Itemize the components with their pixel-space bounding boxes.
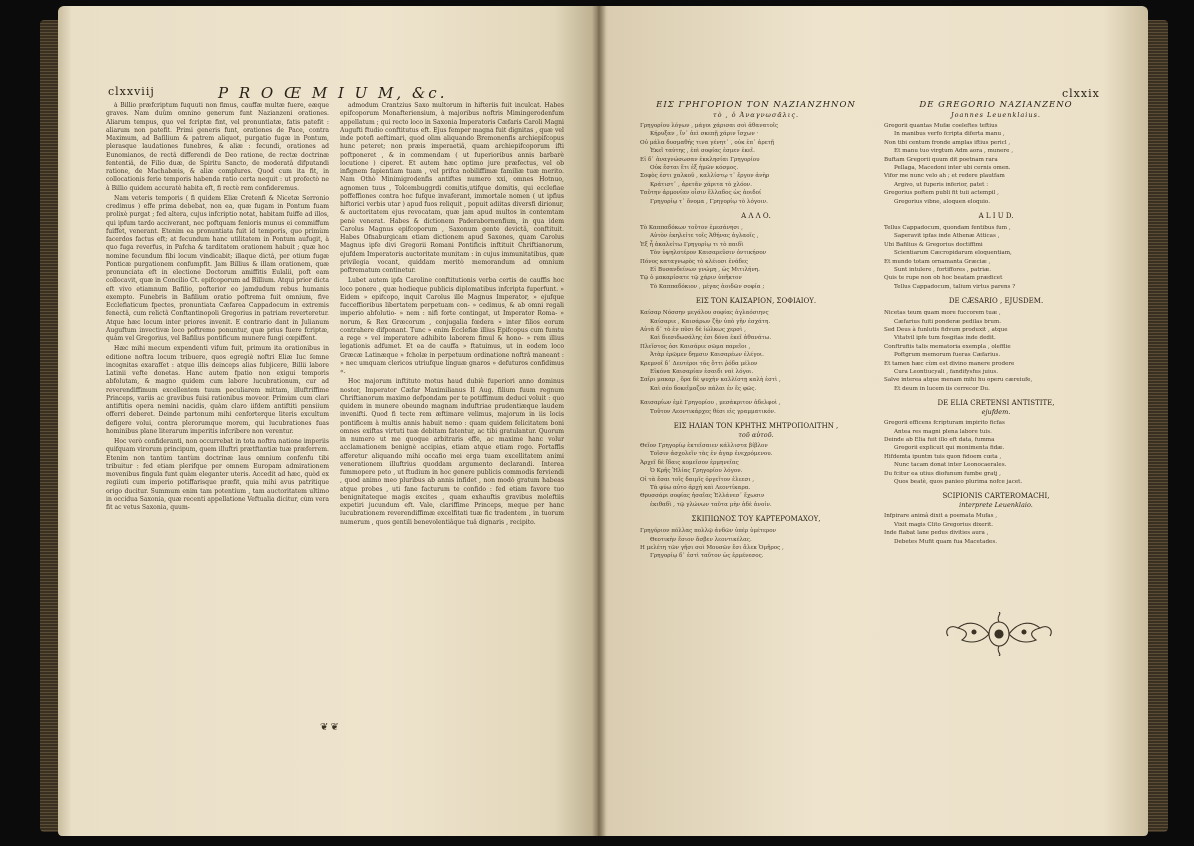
heading-text: ΕΙΣ ΤΟΝ ΚΑΙΣΑΡΙΟΝ, ΣΟΦΙΑΙΟΥ. <box>695 297 817 306</box>
verse-line: Buftam Gregorii quum dit poetnam rara <box>884 156 998 163</box>
verse-line: Ἀτὰρ ἐρῶμεν δημσιν Καισαρέων ἐλέγοι. <box>650 352 764 359</box>
verse-line: Εἰ Βυσανδείνων γνώμη , ὡς Μιτιλήνη. <box>650 267 760 274</box>
verse-line: Vitatvil ipfe tum fosgitas inde dedit. <box>894 335 996 342</box>
verse-line: Σοφὸς ἐστι χαλκοῦ , καλλίστῳ τ᾿ ἔργον ἀνὴρ <box>640 173 770 180</box>
verse-line: Ἐξ ἧ ἀκαλείτω Γρηγορίῳ τι τὸ παιδὶ <box>640 241 744 248</box>
verse-line: Γρηγόριον πόλλας πολλῷ ἀνδῶν ὑπὲρ ὑμέτερον <box>640 528 776 535</box>
heading-subtitle: τὸ , ὁ Ἀναγνωσᾶλις. <box>712 111 800 119</box>
heading-subtitle: interprete Leuenklaio. <box>959 501 1033 510</box>
verse-line: Καὶ σέο δοκεῖμαζον πάλαι ἐν ἔς φῶς. <box>650 385 757 392</box>
verse-line: Γρηγορίῳ δ᾿ ἐστὶ ταῦτον ὡς ἐρμένεσος. <box>650 553 764 560</box>
verse-block <box>884 122 1108 206</box>
left-folio: clxxviij <box>108 85 155 98</box>
heading-text: ΕΙΣ ΓΡΗΓΟΡΙΟΝ ΤΟΝ ΝΑΖΙΑΝΖΗΝΟΝ <box>656 100 856 110</box>
verse-line: Quos beatè, quos panieo plurima nofce jacet. <box>894 479 1023 486</box>
paragraph: Hæc mihi mecum expendenti vifum fuit, primum ita orationibus in editione noftra locum tribuere, quos egregiè noftri Eliæ Iuc ſemne incognitas exarafſet : atque illis deinceps alias fubjicere, Billii labore Latinii vefte donetas. Hanc autem fpatio non exigui temporis abfolutam, & magno quidem cum labore lucubrationum, cur ad reverendiffimum excellentem tuum peculiarem mittam, illuftriffime Princeps, variis ac gravibus fuisi rationibus moveor. Primùm cum clari antiftitis opera nemini nacidis, quàm claro iifdem antiftiti pensiium offerri deberet. Deinde partonum mihi cenforterque literis excultum defigere volui, contra plerorumque morem, qui lucubrationes fuas hominibus plane literarum imperitis infcribere non verentur. <box>106 345 329 435</box>
heading-text: A L I U D. <box>978 212 1014 220</box>
verse-line: Tellus Cappadocum, quondam fentibus fum , <box>884 225 1011 231</box>
verse-line: Nunc tacam donat inter Leonocaerales. <box>894 462 1007 469</box>
heading-subtitle: Joannes Leuenklaius. <box>951 111 1041 119</box>
verse-line: Infpirare animâ dixit a poemata Mufas , <box>884 513 998 520</box>
verse-line: Tellus Cappadocum, talium virtus parens ? <box>894 283 1016 290</box>
heading-text: ΕΙΣ ΗΛΙΑΝ ΤΟΝ ΚΡΗΤΗΣ ΜΗΤΡΟΠΟΛΙΤΗΝ , <box>673 422 839 430</box>
verse-line: Καισαρίων ἐμὲ Γρηγορίου , μεσάκριτον ἀδελφοὶ , <box>640 400 781 407</box>
verse-line: Cæfarius fuiti ponderæ pedilas brum. <box>894 318 1002 325</box>
verse-line: Sed Deus à funlutis fidvum produxit , atque <box>884 327 1008 333</box>
verse-line: Γρηγορίου λόγων , μάγοι χάρισαι σοὶ ἀθανατοῖς <box>640 123 779 129</box>
heading-text: DE CÆSARIO , EJUSDEM. <box>948 297 1044 306</box>
verse-line: Η μελέτη τῶν γῆσι σοὶ Μουσῶν ἔσι ἄλεκ Ὁμῆρος , <box>640 545 784 551</box>
poem-heading <box>640 100 872 119</box>
verse-line: Ὁ Κρῆς Ἠλίας Γρηγορίου λόγον. <box>650 468 743 475</box>
paragraph: Lubet autem ipfa Caroline conftitutionis verba certis de cauffis hoc loco ponere , quæ hodieque publicis diplomatibus infcripta fuperfunt. » Eidem » epifcopo, inquit Carolus ille Magnus Imperator, » ejufque fucceffioribus libertatem perpetuam con- » cedimus, & ab omni regali imperio abfolutio- » nem : nifi forte contingat, ut Imperator Roma- » norum, & Rex Græcorum , conjugalia fœdera » inter filios eorum contrahere difponant. Tunc » enim Ecclefiæ illius Epifcopus cum fumtu a rege » vel imperatore adhibito laborem fimul & hono- » rem illius legationis adfumet. Et ea de cauffa » ftatuimus, ut in eodem loco Græcæ Latinæque » fcholæ in perpetuum ordinatione noftrâ maneant : » nec umquam clericos utriufque linguæ gnaros » defuturos confidimus «. <box>340 277 564 375</box>
verse-line: In manibus verfo fcripta diferta manu , <box>894 131 1005 138</box>
verse-line: Πλεῖστος ὁσι Καισάριε σῶμα παρεῖοι , <box>640 343 751 350</box>
verse-line: Debetes Mufit quam fua Macetades. <box>894 538 997 545</box>
verse-line: Gregorii explicuit qui monimenta fidæ. <box>894 445 1005 452</box>
verse-line: Τὸν ὑψηλοτέρον Καισαρεῦσιν ὀντικήσον <box>650 250 767 257</box>
heading-text: DE GREGORIO NAZIANZENO <box>919 100 1073 110</box>
verse-line: Salve interea atque menam mihi hu operu cæreiufe, <box>884 377 1033 384</box>
verse-block <box>884 224 1108 291</box>
poem-heading <box>640 297 872 305</box>
verse-line: Argivo, ut fuperis inferior, patet : <box>894 181 989 188</box>
poem-heading <box>640 212 872 220</box>
verse-line: Κήρυξαν , ἵν᾿ ἀεὶ σκεπῇ χάριν ἴσχων · <box>650 131 759 138</box>
paragraph: à Billio præfcriptum fuquuti non fimus, cauffæ multæ fuere, eæque graves. Nam duûm omnino generum funt Nazianzeni orationes. Aliarum tempus, quo vel fcriptæ fint, vel pronuntiatæ, fatis patefit : aliarum non patefit. Primi generis funt, orationes de Pace, contra Maximum, ad Baſilium & patrem aliquot, purgatio fugæ in Pontum, plerasque laudationes funebres, & aliæ : fecundi, orationes ad Eunomianos, de rectâ differendi de Deo ratione, de rectæ doctrinæ fententiâ, de Filio duæ, de Spiritu Sancto, de moderatâ difputandi ratione, de Machabæis, & aliæ complures. Quod cum ita fit, in collocationis ferie temporis habenda ratio certa nequit : ut profectò ne à Billio quidem accuratè habita eft, fi rectè rem confideremus. <box>106 102 329 192</box>
left-running-title: P R O Œ M I U M, &c. <box>218 84 448 102</box>
verse-block <box>640 442 872 509</box>
verse-line: Du fcitur ea utius diofunum fumbe gratj , <box>884 470 1001 477</box>
verse-line: Deinde ab Elia fuit illo eft data, fumma <box>884 437 995 443</box>
heading-text: SCIPIONIS CARTEROMACHI, <box>942 492 1050 501</box>
heading-text: DE ELIA CRETENSI ANTISTITE, <box>937 399 1055 408</box>
verse-block <box>640 527 872 561</box>
paragraph: Hoc verò confideranti, non occurrebat in tota noftra natione imperiis quifquam virorum principum, quem illuftri prætftantiæ tuæ præferrem. Etenim non tantùm tantùm doctrinæ laus omnium confenfu tibi tribuitur : fed etiam plerifque per omnem Europam admirationem movenibus fingula funt quàm eleganter uteris. Accedit ad hæc, quòd ex regiiuti cum imperio potiffarisque præfit, quia mihi avus patritique origo ducitur. Summum enim tam potentium , tam auctoritatem ultimo in occidua Saxonia, quæ recenti appellatione Veftualia dicitur, cùm vera fit ac vetus Saxonia, quum- <box>106 438 329 511</box>
verse-line: Quis te rupe non ob hoc beatam prædicet <box>884 275 1003 282</box>
verse-line: Θεοτικὴν ἔσιον ἄσβεν λεοντικέλας. <box>650 536 752 543</box>
verse-line: Hifdemta ipuntm tuis quon fidoem cœta , <box>884 453 1002 460</box>
verse-line: Οὐ μάλα δυσμαθής τινα γένητ᾿ , οὐκ ἐπ᾿ ἀρετῇ <box>640 139 775 146</box>
verse-block <box>884 309 1108 393</box>
poem-heading <box>884 297 1108 305</box>
verse-line: Et mundo totam ornamanta Græciæ , <box>884 258 991 265</box>
verse-line: Καίσαριε , Καισάρων ζῆν ὑπὸ γῆν ἐσχάτη. <box>650 318 771 325</box>
poem-heading <box>884 399 1108 416</box>
verse-line: Τὰ φύω αὐτο ἀρχὴ καὶ Λεοντίκαρα. <box>650 485 751 492</box>
verse-line: Et deum in lucem iis cerrecor Du. <box>894 385 990 392</box>
verse-block <box>884 512 1108 546</box>
verse-block <box>640 309 872 393</box>
greek-column <box>640 100 872 640</box>
poem-heading <box>640 515 872 523</box>
verse-line: Gregorius poftem publi fit tuii actempil , <box>884 190 999 197</box>
verse-line: Αὐτὰ δ᾿ τὸ ἐν πῦσι δὲ ἰώλκως χερσὶ , <box>640 327 746 333</box>
verse-line: Εἰκόνα Καισαρίαν ἐσαιδι ναὶ λόγοι. <box>650 369 754 376</box>
heading-text: ΣΚΙΠΙΩΝΟΣ ΤΟΥ ΚΑΡΤΕΡΟΜΑΧΟΥ, <box>691 515 821 524</box>
poem-heading <box>884 100 1108 119</box>
verse-line: Cura Leontiucyali , fandifysfus juius. <box>894 369 999 376</box>
floral-vignette-icon <box>940 612 1058 656</box>
verse-line: Vifor me nunc velo ah ; et redere plautfam <box>884 173 1005 180</box>
verse-line: Sunt intulere , fortiffores , patriæ. <box>894 267 992 274</box>
verse-line: Γρηγορίῳ τ᾿ ὄνομα , Γρηγορίῳ τὸ λόγοιν. <box>650 198 768 205</box>
verse-line: Antea res magni plena labore tuis. <box>894 428 992 435</box>
verse-line: Pellaga, Macedoni inter ubi cernis omen. <box>894 165 1011 172</box>
right-folio: clxxix <box>1062 87 1100 100</box>
verse-line: Οἱ τὰ ἔσαι τοῖς δαιμῖς ὀργεῖτον ἐλεεσι , <box>640 476 755 483</box>
verse-line: Non tibi centum fronde amplas iftius pericl , <box>884 139 1011 146</box>
verse-line: Conftrufiis talis mematoria exempla , olefflie <box>884 343 1011 350</box>
verse-line: Et manu tuo virgtum Adm aora , munere , <box>894 148 1013 155</box>
page-end-ornament: ❦❦ <box>320 722 341 733</box>
paragraph: Hoc majorum inftituto motus haud dubiè fuperiori anno dominus noster, Imperator Cæfar Maximilianus II Aug. filium fuum regnum Chriftianorum maximo defpondam per te potiffimum deduci voluit : quo quidem in munere obeundo magnam induftriae prudentiæque laudem invenifti. Quod fi tecte rem æftimare velimus, majorum in iis locis pontificem à multis annis habuit nemo : quam quidem felicitatem boni omnes exiftas virtuti tuæ debitam fatentur, ac tibi gratulantur. Quorum in numero ut me quoque arbitraris effe, ac maxime hanc volur acclamationem benignè accipias, etiam atque etiam rogo. Fortaffis afferetur aliquando mihi occafio mei erga tuam excellitatem animi venerationem illuftrius quoddam argumento declarandi. Interea fummopere peto , ut ftudium in hoc genere publicis commodis ferviendi , quod animo meo pluribus ab annis infidet , non modò gratum habeas atque probes , uti fane facturum te confido : fed etiam favore tuo benignitateque magis excites , quam exhauftis gravibus moleftiis expetiri jucundum eft. Vale, clariffime Princeps, meque per hanc lucubrationem reverendiffimæ excelfitati tuæ fic tradentem , in tuorum numerum , quos gentili benevolentiâque tuâ dignaris , recipito. <box>340 378 564 526</box>
verse-line: Τοῖσιν ἀσχολεῖν τὰς ἐν ἀγαρ ἐνεχρόμενου. <box>650 451 773 458</box>
paragraph: admodum Crantzius Saxo multorum in hifteriis fuit inculcat. Habes epifcoporum Monafteriensium, à majoribus noftris Mimingerodenfum appellatum ; qui recto loco in Saxonia Imperatoris Cæfaris Caroli Magni Augufti ftudio conftitutus eft. Ejus femper magna fuit dignitas , quæ vel inde potefi aeftimari, quod olim aliquando Bremonenfis archiepifcopus hunc peteret; non præis imperaetiâ, quam archiepifcoporum ifti poftponeret , & in commendam ( ut fuperioribus annis barbarè locutione ) ciperet. Et autem hæc optimo jure præfectus, vel ob infignem fapientiam tuam , vel prifca nobiliffimæ familiæ tuæ merito. Nam Othò Minimigrodenfis antiftes numero xxi, omnes Hotnuo, agnomen tuus , Tolcembuggrdi comitis,utifque domitis, qui ecclefiae poffeffiones contra hoc fufque invaferant, immortale nomen ( ut ipfius hiftorici verbis utar ) apud fuos reliquit , popuit adiitas diversfi dirionur, & auctoritatem ejus revocatam, quæ jam apud multos in contemtam penè venerat. Habes & dictionem Paderabornenfium, in qua idem Carolus Magnus epifcoporum , Saxonum gente devictâ, conftituit. Habes Ofnaburgicam etiam dictionem apud Saxones, quam Carolus Magnus ipfe divi Gregorii Romani Pontificis inftituit Chriftianorum, ejufdem Imperatoris auctoritate munitam : in cujus immunitatibus, quæ privilegia vocant, quiddam meritò memorandum ad omnium poftrematum continetur. <box>340 102 564 274</box>
verse-line: Gregorii quantas Mufæ coeleftes teftius <box>884 123 998 129</box>
verse-line: Κράτιστ᾿ , ἀρετᾶν χάριτα τὸ χλόον. <box>650 181 752 188</box>
verse-line: Ταῦτην ἀρμονίαν οἶσιν ἔλλαδος ὡς ἀοιδοί <box>640 190 762 197</box>
verse-line: Τῷ ὁ μακαρίσατε τῷ χάριν ὑπῆκτον <box>640 275 742 282</box>
left-column-a <box>106 102 329 720</box>
verse-line: Καὶ διεσιδωσάλης ἐσι δόνα ἐκεῖ ἀθανάτω. <box>650 335 772 342</box>
verse-line: Ἐκεῖ ταύτης , ἐπὶ σοφίας ἐσμεν ἐκεῖ. <box>650 148 755 155</box>
verse-line: Τὸ Καππαδόκων τοῦτον ἐμεσάνησι , <box>640 225 743 231</box>
left-page-edges <box>40 20 58 832</box>
heading-subtitle: ejufdem. <box>981 408 1011 417</box>
heading-subtitle: τοῦ αὐτοῦ. <box>738 431 774 439</box>
book-gutter <box>592 6 606 836</box>
verse-line: Ἀρχεῖ δὲ ἴδαις κομεῖσον ἐρμηνεῖας <box>640 459 739 466</box>
verse-line: Vixit magis Clito Gregorius dixerit. <box>894 521 994 528</box>
left-column-b <box>340 102 564 720</box>
verse-block <box>640 224 872 291</box>
verse-line: Poftgrum memorum fueras Cæfarius. <box>894 352 1001 359</box>
verse-line: Ubi Bafilius & Gregorius doctiffimi <box>884 241 983 248</box>
verse-line: Οὐκ ἔσται ἔτι ἐξ ἡμῶν κόσμος. <box>650 165 739 172</box>
verse-line: Αὐτὸν ἐκηλείτε τοῖς Ἀθήνας ἀγλαοῖς , <box>650 233 759 240</box>
verse-line: Saperavit ipfas inde Athenæ Atticas , <box>894 233 1000 240</box>
verse-line: Θεῖον Γρηγορίῳ ἐκτεῖσαιεν κάλλιστα βίβλον <box>640 443 768 449</box>
verse-block <box>884 419 1108 486</box>
verse-line: Inde ftabat lane pedus divities aura , <box>884 530 989 537</box>
verse-line: Gregorius vibne, aloquen eloquio. <box>894 198 990 205</box>
verse-line: Καίσαρ Νόσσην μεγάλου σοφίας ἀγλαόσιηνς <box>640 310 769 317</box>
verse-line: Εἰ δ᾿ ἀναγνώσωσαν ἐκκλησίαι Γρηγορίου <box>640 156 760 163</box>
poem-heading <box>884 492 1108 509</box>
heading-text: Α Λ Λ Ο. <box>741 212 771 220</box>
verse-line: ἐκιθαδὶ , τῷ γλώνων ταῦτα μὴν ἀδὲ ἀνοίν. <box>650 501 772 508</box>
verse-line: Κρεμνοῖ δ᾿ Δευτέροι τᾶς ὅττι ῥόδα μέλον <box>640 360 758 367</box>
verse-line: Nicetas teum quam more fuccorem tuæ , <box>884 310 1001 317</box>
verse-line: Τὸ Καππαδόκιον , μέγας ἀοιδῶν σοφία ; <box>650 283 765 290</box>
verse-line: Πόνος καταγνωρὸς τὸ κλέιοσι ἐνάδες <box>640 258 749 265</box>
verse-line: Τοῦτον Λεοντικάρχες θέσι εἰς γραμματικόν. <box>650 408 776 415</box>
left-running-head <box>108 84 563 102</box>
verse-block <box>640 122 872 206</box>
right-page-edges <box>1148 20 1168 832</box>
verse-block <box>640 399 872 416</box>
verse-line: Θρυσσάρι σοφίας ἠσαῖας Ἑλλάνεσ᾿ ἔχωσιν <box>640 493 765 500</box>
latin-column <box>884 100 1108 610</box>
poem-heading <box>640 422 872 439</box>
verse-line: Gregorii efficens fcripturam impirito ficfas <box>884 420 1005 427</box>
verse-line: Et tamen hæc cùm est divino manere prodere <box>884 360 1015 367</box>
verse-line: Scientiarum Cæcropidarum eloquentiam, <box>894 250 1012 257</box>
paragraph: Nam veteris temporis ( fi quidem Eliæ Cretenfi & Nicetæ Serronio credimus ) effe prima debebat, non ea, quæ fugam in Pontum fuam prolixè purgat ; fed altera, cujus infcriptio notat, habitam fuiffe ad illos, qui ipfum tardo acciverant, nec poftquam fenioris munus ei commiffum fuiffet, venerant. Etenim ea pronuntiata fuit id temporis, quo primùm facerdos factus eft; at fecundum hanc utilitatem in Pontum aufugit, à quo fuga reverfus, in Pafcha & tarditatem orationem habuit ; quæ hoc nomine fecundum fibi locum vindicabit; illaque dictâ, per otium fugæ Ponticæ purgationem confumpfit. Jam Billius & illam orationem, quæ pronunciata eft in electione Doctorum amiffitis Eulalii, poft eam collocavit, quæ in Concilio Ct. epifcoporum ad Billium. Atqui prior dicta eft vivo etiamnum Bafilio, pofterior eo jamdudum rebus humanis exempto. Funebris in Bafilium oratio poftrema fuit omnium, five Ecclefiaticum fpectes, pronuntiata Cæfarea Cappadocum in extremis fenectâ, cum relictâ Conftantinopoli Gregorius in patriam reverteretur. Atque hæc locum inter priores invenit. E contrario dant in Julianum Auguftum invectivæ loco poftremo ponuntur, quæ prius fuere fcriptæ, quàm vel Gregorius, vel Bafilius pontificum munere fungi cœpiffent. <box>106 194 329 342</box>
verse-line: Σαῖρι μακαρ , ὄρα δὲ ψυχὴν καλλίστῃ καλὴ ἐστὶ , <box>640 377 781 384</box>
poem-heading <box>884 212 1108 220</box>
